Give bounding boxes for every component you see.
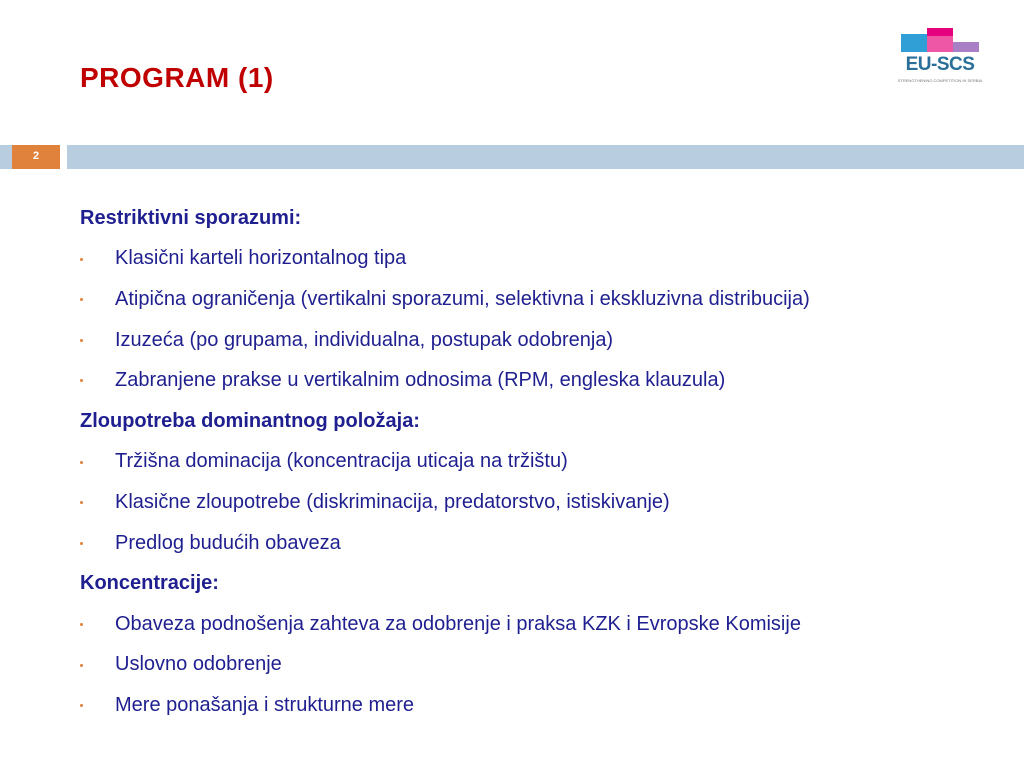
slide-number: 2 <box>12 145 60 169</box>
logo-block-blue <box>901 34 927 52</box>
bullet-icon <box>80 664 83 667</box>
logo-text: EU-SCS <box>905 54 975 75</box>
section-heading-koncentracije: Koncentracije: <box>80 572 219 595</box>
bullet-icon <box>80 339 83 342</box>
bullet-item: Tržišna dominacija (koncentracija uticaja na tržištu) <box>80 442 980 483</box>
logo-block-purple <box>953 42 979 52</box>
section-heading-restriktivni: Restriktivni sporazumi: <box>80 206 302 229</box>
eu-scs-logo <box>897 28 983 88</box>
logo-block-lightpink <box>927 36 953 52</box>
bullet-item: Obaveza podnošenja zahteva za odobrenje i praksa KZK i Evropske Komisije <box>80 604 980 645</box>
slide-title: PROGRAM (1) <box>80 62 274 93</box>
section-heading-zloupotreba: Zloupotreba dominantnog položaja: <box>80 409 420 432</box>
bullet-icon <box>80 623 83 626</box>
bullet-icon <box>80 258 83 261</box>
bullet-icon <box>80 461 83 464</box>
bullet-item: Klasični karteli horizontalnog tipa <box>80 239 980 280</box>
bullet-item: Atipična ograničenja (vertikalni sporazumi, selektivna i ekskluzivna distribucija) <box>80 279 980 320</box>
bullet-item: Predlog budućih obaveza <box>80 523 980 564</box>
header-bar-left <box>0 145 12 169</box>
bullet-item: Izuzeća (po grupama, individualna, postupak odobrenja) <box>80 320 980 361</box>
bullet-item: Uslovno odobrenje <box>80 645 980 686</box>
slide-content <box>80 198 980 726</box>
bullet-item: Zabranjene prakse u vertikalnim odnosima (RPM, engleska klauzula) <box>80 360 980 401</box>
header-bar-right <box>67 145 1024 169</box>
bullet-item: Klasične zloupotrebe (diskriminacija, predatorstvo, istiskivanje) <box>80 482 980 523</box>
bullet-item: Mere ponašanja i strukturne mere <box>80 685 980 726</box>
bullet-icon <box>80 542 83 545</box>
logo-subtitle: STRENGTHENING COMPETITION IN SERBIA <box>897 78 983 83</box>
